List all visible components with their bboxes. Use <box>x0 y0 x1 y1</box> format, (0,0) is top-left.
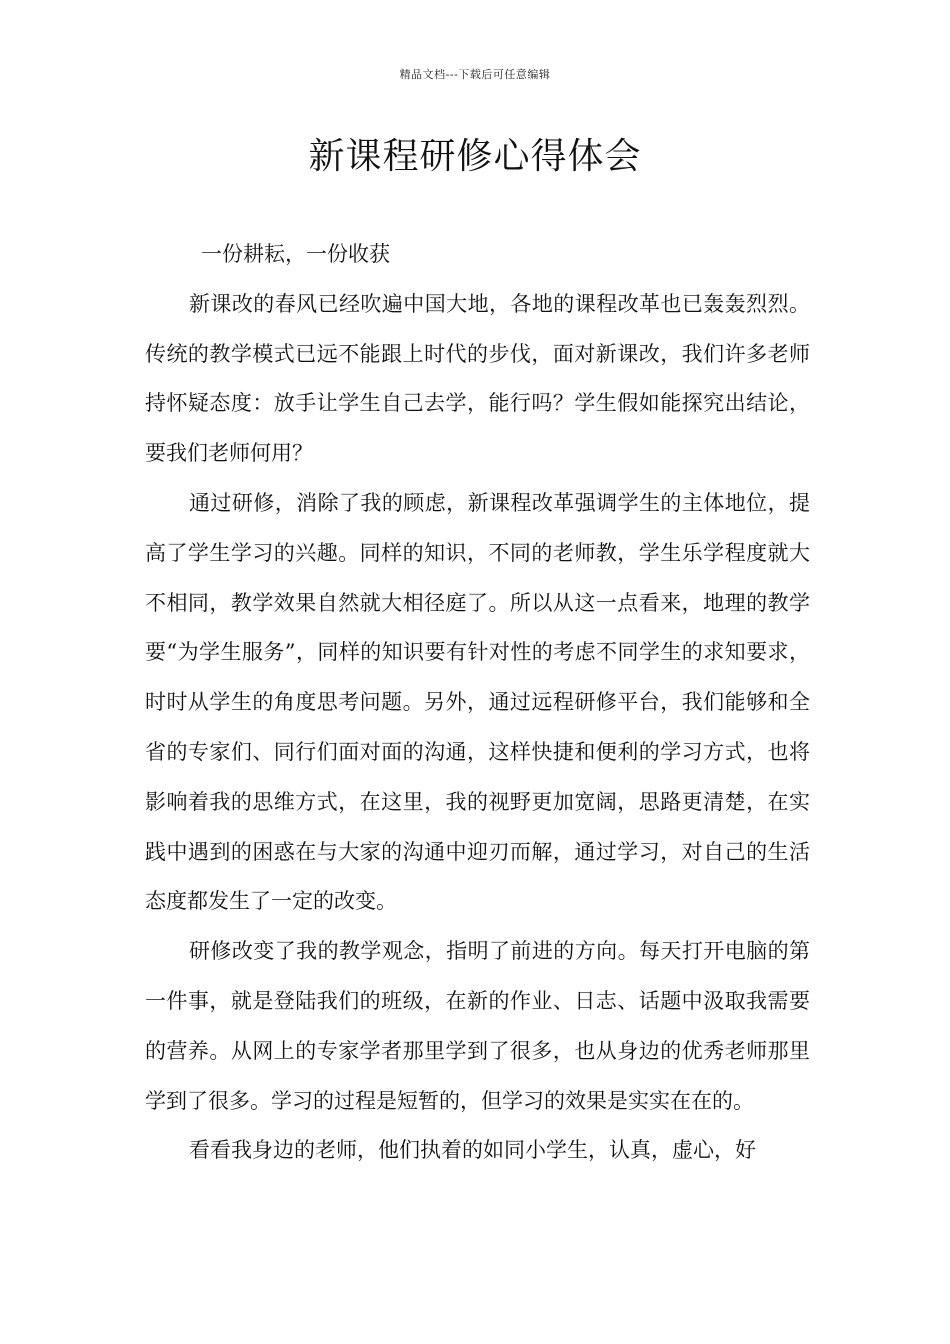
paragraph: 看看我身边的老师，他们执着的如同小学生，认真，虚心，好 <box>189 1138 756 1163</box>
subtitle-line: 一份耕耘，一份收获 <box>201 242 390 266</box>
paragraph: 研修改变了我的教学观念，指明了前进的方向。每天打开电脑的第一件事，就是登陆我们的班级，在新的作业、日志、话题中汲取我需要的营养。从网上的专家学者那里学到了很多，也从身边的优秀老师那里学到了很多。学习的过程是短暂的，但学习的效果是实实在在的。 <box>145 939 810 1113</box>
paragraph: 通过研修，消除了我的顾虑，新课程改革强调学生的主体地位，提高了学生学习的兴趣。同样的知识，不同的老师教，学生乐学程度就大不相同，教学效果自然就大相径庭了。所以从这一点看来，地理的教学要“为学生服务”，同样的知识要有针对性的考虑不同学生的求知要求，时时从学生的角度思考问题。另外，通过远程研修平台，我们能够和全省的专家们、同行们面对面的沟通，这样快捷和便利的学习方式，也将影响着我的思维方式，在这里，我的视野更加宽阔，思路更清楚，在实践中遇到的困惑在与大家的沟通中迎刃而解，通过学习，对自己的生活态度都发生了一定的改变。 <box>145 490 810 914</box>
header-note: 精品文档---下载后可任意编辑 <box>399 68 551 81</box>
document-body <box>145 230 810 1176</box>
paragraph: 新课改的春风已经吹遍中国大地，各地的课程改革也已轰轰烈烈。传统的教学模式已远不能跟上时代的步伐，面对新课改，我们许多老师持怀疑态度：放手让学生自己去学，能行吗？学生假如能探究出结论，要我们老师何用？ <box>145 291 810 466</box>
document-title: 新课程研修心得体会 <box>308 136 642 177</box>
